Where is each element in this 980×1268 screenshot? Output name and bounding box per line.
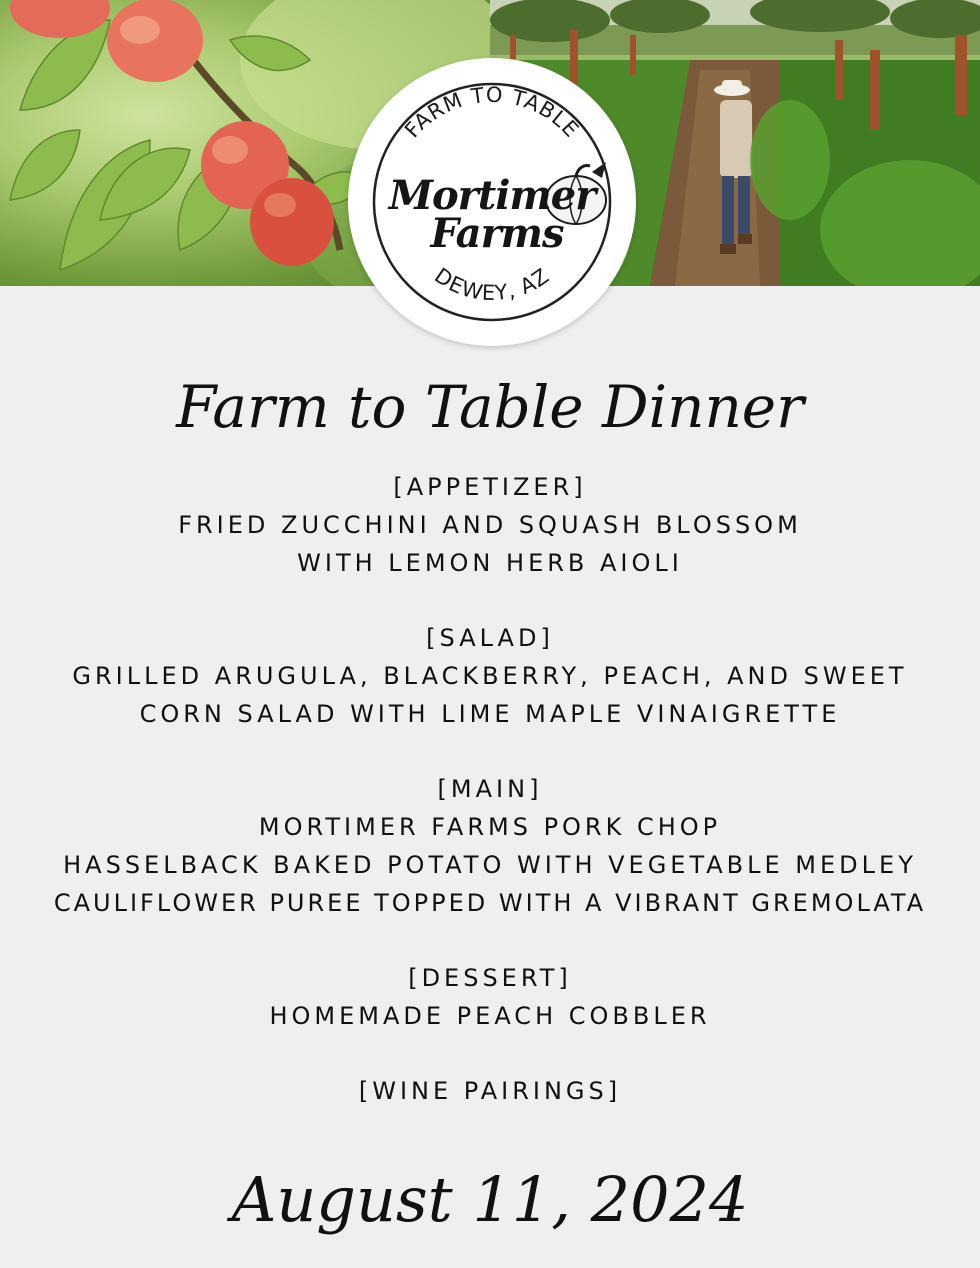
- main-heading: [MAIN]: [437, 775, 543, 803]
- wine-heading: [WINE PAIRINGS]: [358, 1077, 622, 1105]
- logo-name-line2: Farms: [430, 210, 564, 257]
- logo-bottom-text: DEWEY, AZ: [430, 263, 554, 306]
- mortimer-farms-logo: [348, 58, 636, 346]
- appetizer-item: WITH LEMON HERB AIOLI: [297, 549, 683, 577]
- event-date: August 11, 2024: [231, 1163, 749, 1236]
- main-item: CAULIFLOWER PUREE TOPPED WITH A VIBRANT GREMOLATA: [53, 889, 927, 917]
- appetizer-heading: [APPETIZER]: [393, 473, 587, 501]
- appetizer-item: FRIED ZUCCHINI AND SQUASH BLOSSOM: [178, 511, 802, 539]
- main-item: HASSELBACK BAKED POTATO WITH VEGETABLE MEDLEY: [63, 851, 917, 879]
- dessert-heading: [DESSERT]: [408, 964, 572, 992]
- dessert-item: HOMEMADE PEACH COBBLER: [269, 1002, 711, 1030]
- dinner-menu: [0, 468, 980, 1110]
- salad-heading: [SALAD]: [426, 624, 554, 652]
- salad-item: CORN SALAD WITH LIME MAPLE VINAIGRETTE: [139, 700, 841, 728]
- logo-name-line1: Mortimer: [388, 172, 596, 219]
- logo-top-text: FARM TO TABLE: [399, 82, 584, 143]
- main-item: MORTIMER FARMS PORK CHOP: [258, 813, 722, 841]
- page-title: Farm to Table Dinner: [176, 373, 804, 441]
- salad-item: GRILLED ARUGULA, BLACKBERRY, PEACH, AND SWEET: [72, 662, 908, 690]
